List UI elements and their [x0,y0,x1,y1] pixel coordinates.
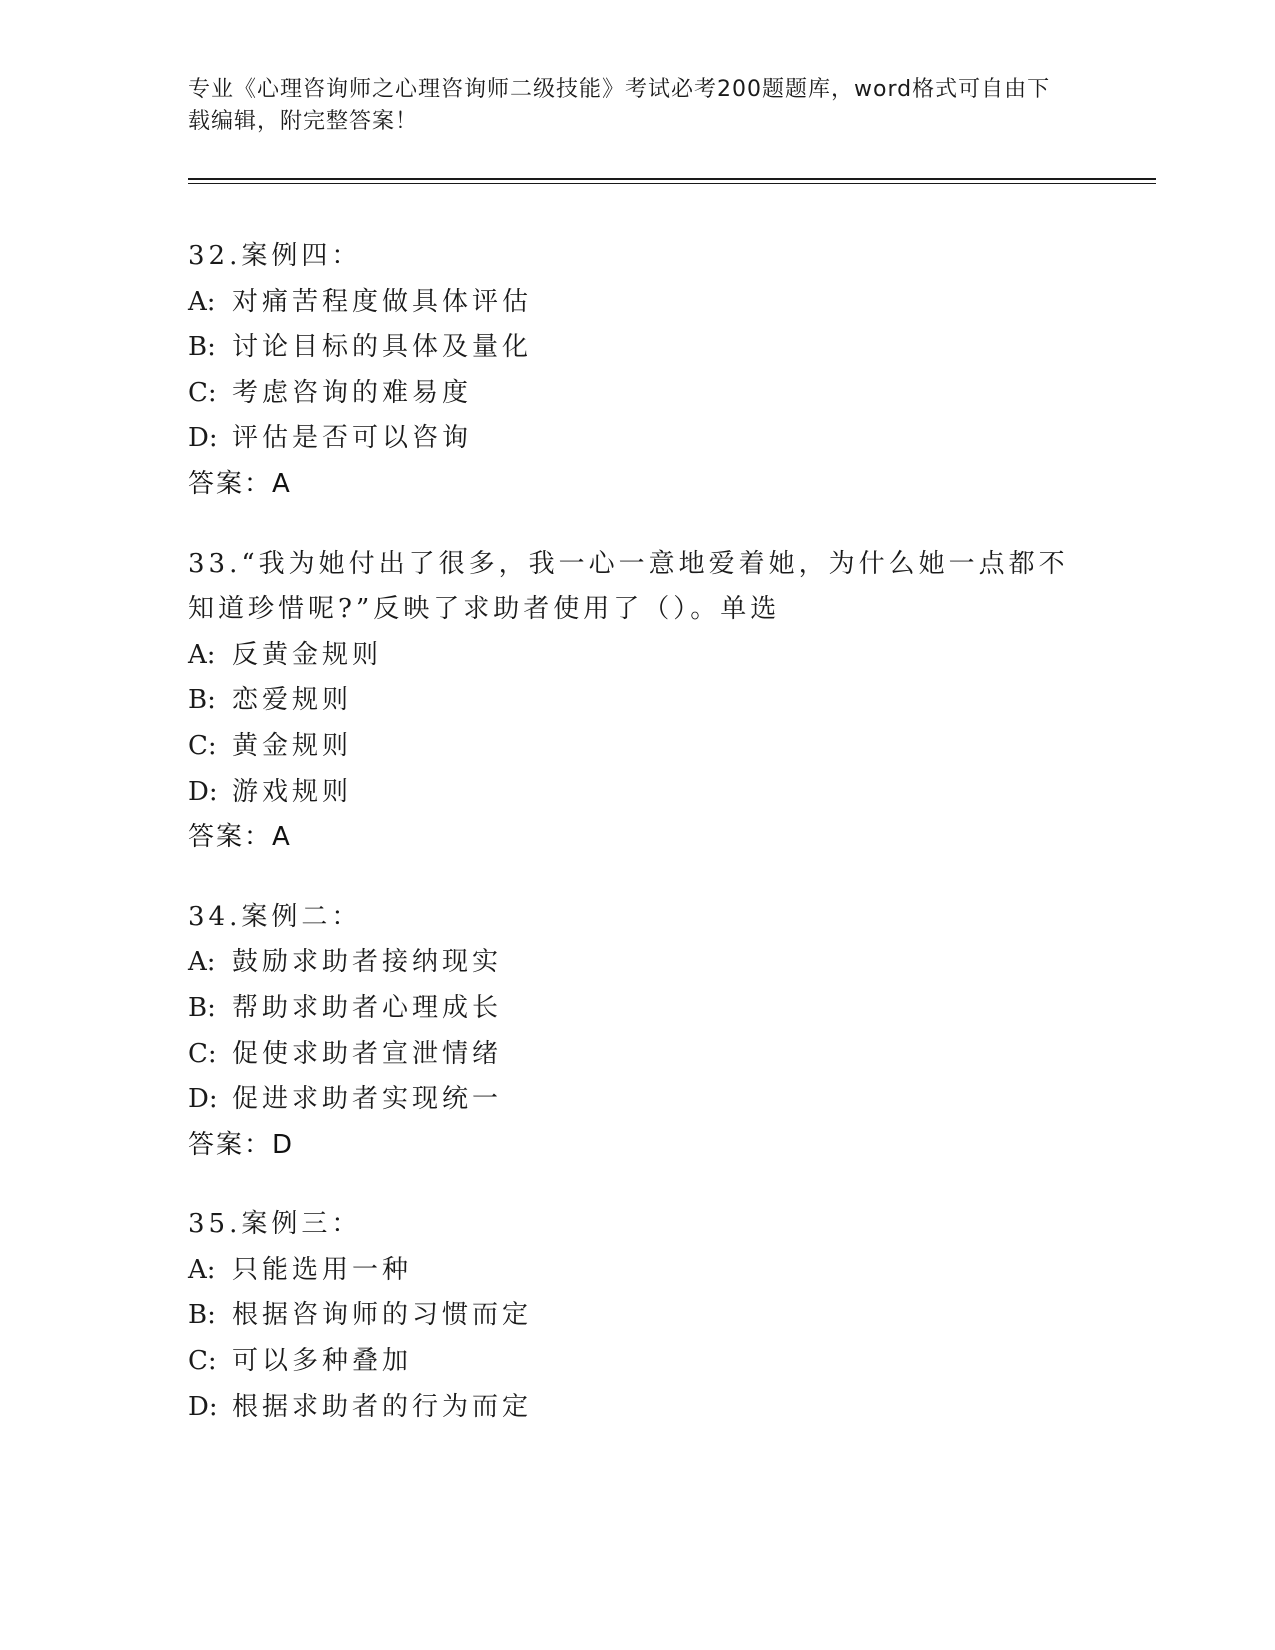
option-letter: D: [188,1391,218,1422]
question-item [188,542,1088,861]
option-text: 评估是否可以咨询 [232,423,473,454]
option-letter: B: [188,685,216,716]
option-a [188,633,1088,679]
header-divider-thick [188,178,1156,180]
answer-line: 答案：A [188,468,292,499]
option-letter: B: [188,992,216,1023]
option-text: 游戏规则 [232,776,353,807]
question-list [188,234,1088,1464]
option-c [188,724,1088,770]
option-d [188,1077,1088,1123]
option-letter: D: [188,1084,218,1115]
option-text: 促使求助者宣泄情绪 [232,1038,503,1069]
option-c [188,371,1088,417]
option-text: 促进求助者实现统一 [232,1084,503,1115]
option-b [188,1293,1088,1339]
option-text: 对痛苦程度做具体评估 [232,286,533,317]
option-letter: C: [188,1346,217,1377]
option-text: 帮助求助者心理成长 [232,992,503,1023]
option-text: 鼓励求助者接纳现实 [232,947,503,978]
question-item [188,1202,1088,1430]
document-intro: 专业《心理咨询师之心理咨询师二级技能》考试必考200题题库，word格式可自由下载编辑，附完整答案！ [188,77,1051,134]
option-text: 可以多种叠加 [232,1346,413,1377]
option-d [188,416,1088,462]
option-text: 恋爱规则 [232,685,353,716]
option-letter: B: [188,332,216,363]
option-text: 根据求助者的行为而定 [232,1391,533,1422]
answer-line: 答案：A [188,822,292,853]
option-letter: D: [188,423,218,454]
option-letter: A: [188,947,216,978]
answer-line: 答案：D [188,1129,295,1160]
question-stem: 34.案例二： [188,901,362,932]
option-letter: A: [188,1254,216,1285]
option-text: 只能选用一种 [232,1254,413,1285]
option-a [188,280,1088,326]
option-letter: D: [188,776,218,807]
option-letter: C: [188,730,217,761]
option-letter: A: [188,639,216,670]
option-d [188,770,1088,816]
option-b [188,986,1088,1032]
question-stem: 32.案例四： [188,241,362,271]
option-a [188,940,1088,986]
question-item [188,234,1088,508]
header-divider-thin [188,183,1156,184]
option-letter: A: [188,286,216,317]
option-letter: C: [188,377,217,408]
option-b [188,325,1088,371]
question-stem: 33.“我为她付出了很多，我一心一意地爱着她，为什么她一点都不知道珍惜呢?”反映了求助者使用了（）。单选 [188,548,1069,625]
option-text: 反黄金规则 [232,639,383,670]
question-item [188,895,1088,1169]
option-d [188,1385,1088,1431]
option-c [188,1339,1088,1385]
question-stem: 35.案例三： [188,1209,362,1240]
option-text: 根据咨询师的习惯而定 [232,1300,533,1331]
option-letter: C: [188,1038,217,1069]
option-text: 黄金规则 [232,730,353,761]
option-a [188,1248,1088,1294]
option-text: 讨论目标的具体及量化 [232,332,533,363]
option-letter: B: [188,1300,216,1331]
option-c [188,1032,1088,1078]
option-b [188,678,1088,724]
option-text: 考虑咨询的难易度 [232,377,473,408]
